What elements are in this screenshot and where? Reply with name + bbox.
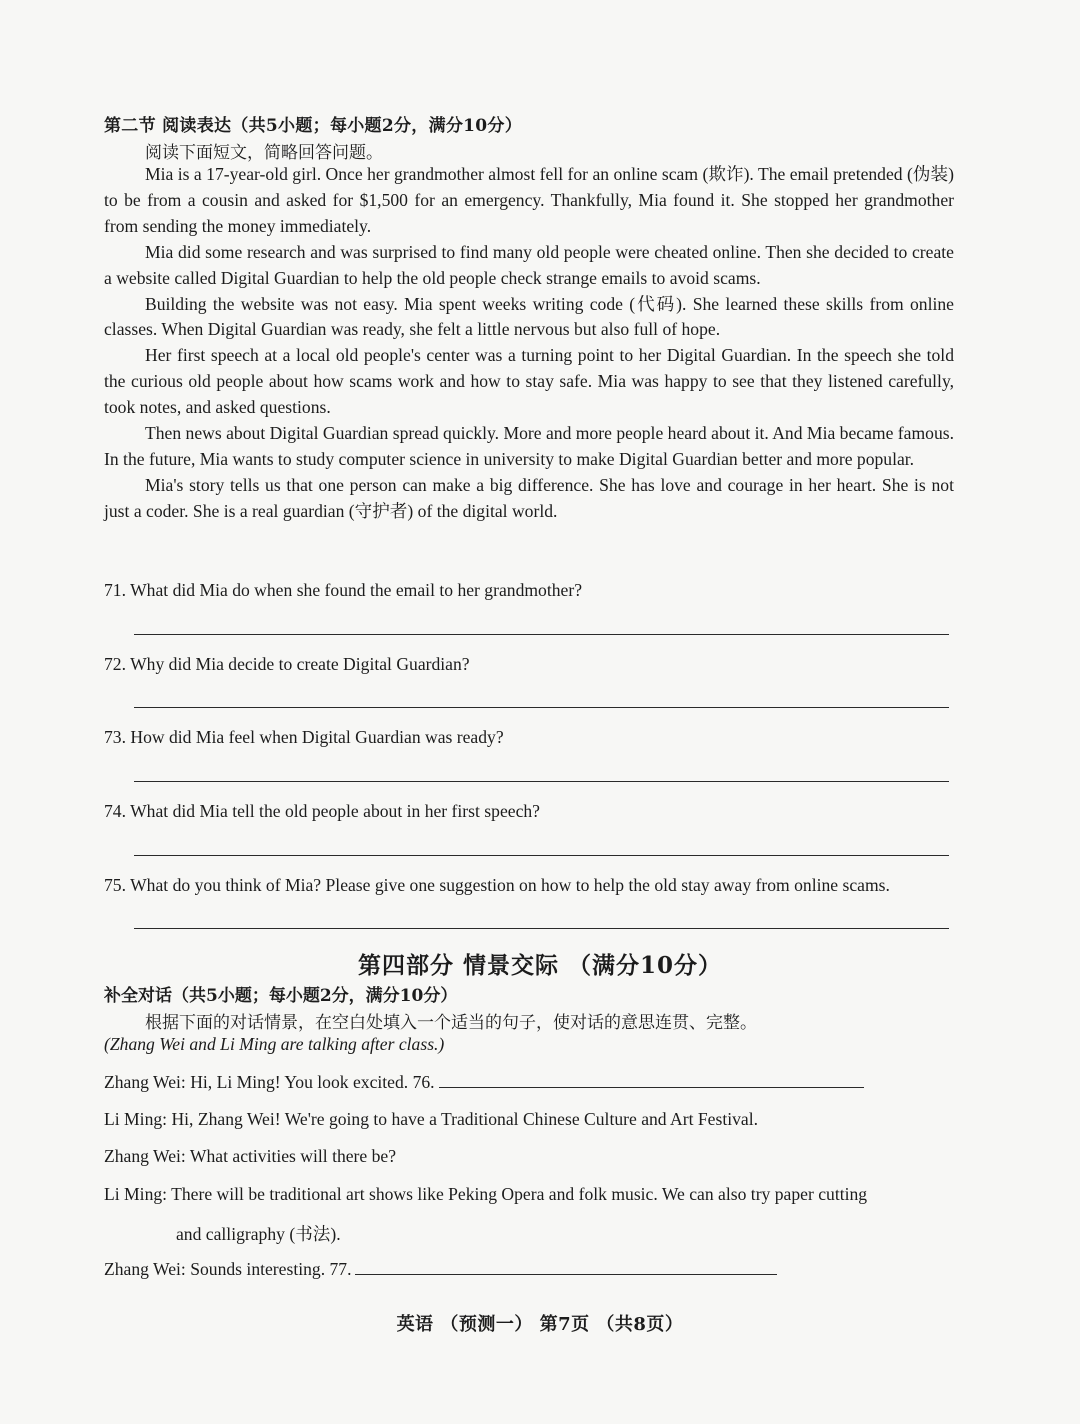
passage-paragraph: Then news about Digital Guardian spread quickly. More and more people heard about it. And Mia became famous. In the future, Mia wants to study computer science in university to make Digital Guardian better and more popular. (104, 423, 954, 469)
dialogue-line (104, 1258, 777, 1280)
passage-paragraph: Mia's story tells us that one person can make a big difference. She has love and courage in her heart. She is not just a coder. She is a real guardian (守护者) of the digital world. (104, 474, 954, 521)
passage-paragraph: Her first speech at a local old people's center was a turning point to her Digital Guardian. In the speech she told the curious old people about how scams work and how to stay safe. Mia was happy to see that they listened carefully, took notes, and asked questions. (104, 345, 954, 418)
passage-paragraph: Mia is a 17-year-old girl. Once her grandmother almost fell for an online scam (欺诈). The email pretended (伪装) to be from a cousin and asked for $1,500 for an emergency. Thankfully, Mia found it. She stopped her grandmother from sending the money immediately. (104, 164, 954, 236)
answer-line-74[interactable] (134, 855, 949, 856)
blank-76[interactable] (439, 1071, 864, 1088)
answer-line-72[interactable] (134, 707, 949, 708)
dialogue-context: (Zhang Wei and Li Ming are talking after class.) (104, 1034, 445, 1054)
answer-line-73[interactable] (134, 781, 949, 782)
dialogue-line: Li Ming: There will be traditional art shows like Peking Opera and folk music. We can also try paper cutting (104, 1184, 868, 1204)
blank-77[interactable] (355, 1258, 777, 1275)
passage-paragraph: Building the website was not easy. Mia spent weeks writing code (代码). She learned these skills from online classes. When Digital Guardian was ready, she felt a little nervous but also full of hope. (104, 293, 954, 340)
dialogue-line-continuation: and calligraphy (书法). (176, 1224, 341, 1244)
question-71: 71. What did Mia do when she found the email to her grandmother? (104, 580, 583, 600)
part-subtitle: 补全对话（共5小题；每小题2分，满分10分） (104, 986, 458, 1006)
reading-passage (104, 162, 954, 525)
answer-line-75[interactable] (134, 928, 949, 929)
page-footer: 英语 （预测一） 第7页 （共8页） (396, 1314, 684, 1335)
section-title: 第二节 阅读表达（共5小题；每小题2分，满分10分） (104, 116, 523, 136)
question-72: 72. Why did Mia decide to create Digital Guardian? (104, 654, 470, 674)
question-73: 73. How did Mia feel when Digital Guardian was ready? (104, 727, 504, 747)
section-instruction: 阅读下面短文，简略回答问题。 (145, 143, 383, 163)
dialogue-line (104, 1071, 864, 1093)
passage-paragraph: Mia did some research and was surprised to find many old people were cheated online. Then she decided to create a website called Digital Guardian to help the old people check strange emails to avoid scams. (104, 241, 954, 288)
answer-line-71[interactable] (134, 634, 949, 635)
dialogue-text: Zhang Wei: Sounds interesting. 77. (104, 1259, 352, 1279)
dialogue-line: Li Ming: Hi, Zhang Wei! We're going to have a Traditional Chinese Culture and Art Festival. (104, 1109, 758, 1129)
dialogue-text: Zhang Wei: Hi, Li Ming! You look excited. 76. (104, 1072, 435, 1092)
question-74: 74. What did Mia tell the old people about in her first speech? (104, 801, 540, 821)
dialogue-line: Zhang Wei: What activities will there be? (104, 1146, 397, 1166)
part-instruction: 根据下面的对话情景，在空白处填入一个适当的句子，使对话的意思连贯、完整。 (145, 1013, 757, 1033)
question-75: 75. What do you think of Mia? Please give one suggestion on how to help the old stay away from online scams. (104, 875, 890, 895)
part-title: 第四部分 情景交际 （满分10分） (357, 952, 723, 979)
